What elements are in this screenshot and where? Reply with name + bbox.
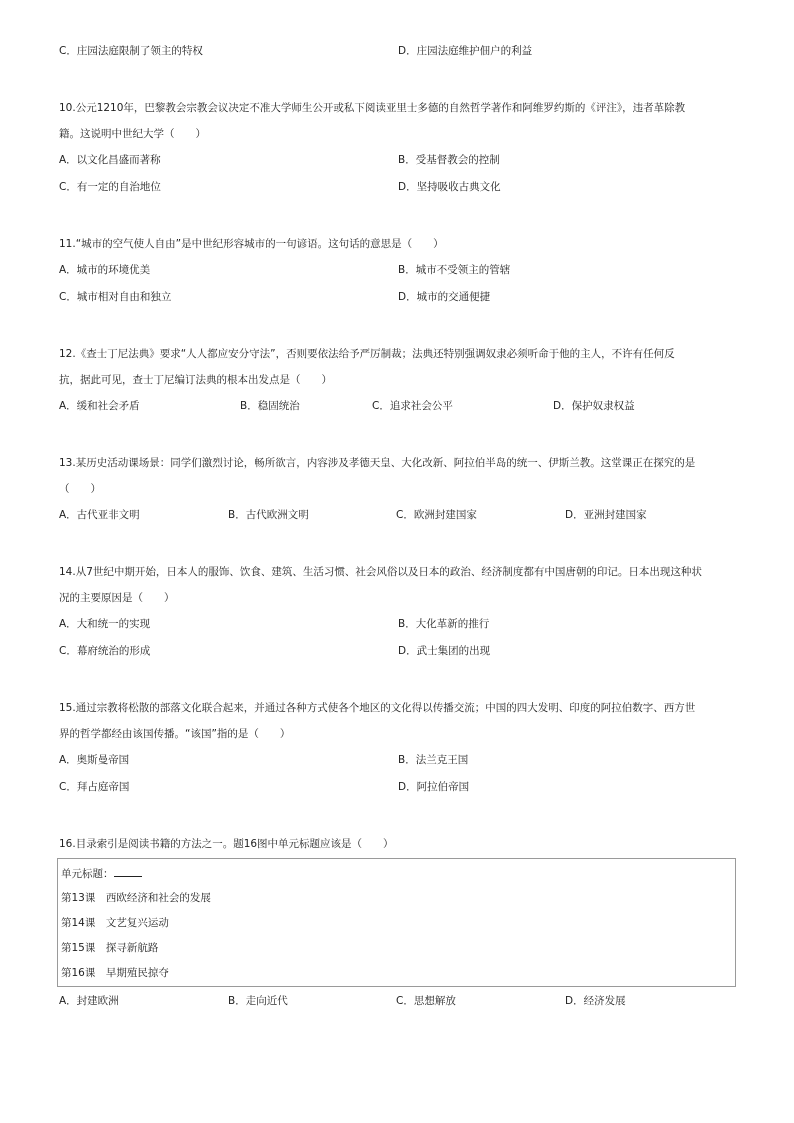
q13-option-a: A．古代亚非文明 [59, 509, 140, 521]
q15-option-d: D．阿拉伯帝国 [398, 781, 470, 793]
q11-option-a: A．城市的环境优美 [59, 264, 151, 276]
q10-option-c: C．有一定的自治地位 [59, 181, 161, 193]
q9-option-c: C．庄园法庭限制了领主的特权 [59, 45, 203, 57]
q15-option-c: C．拜占庭帝国 [59, 781, 130, 793]
q10-option-b: B．受基督教会的控制 [398, 154, 500, 166]
q10-option-d: D．坚持吸收古典文化 [398, 181, 501, 193]
q11-stem-line1: 11.“城市的空气使人自由”是中世纪形容城市的一句谚语。这句话的意思是（ ） [59, 238, 444, 250]
q16-option-a: A．封建欧洲 [59, 995, 119, 1007]
q16-option-d: D．经济发展 [565, 995, 626, 1007]
q10-option-a: A．以文化昌盛而著称 [59, 154, 161, 166]
q12-option-d: D．保护奴隶权益 [553, 400, 635, 412]
q12-option-a: A．缓和社会矛盾 [59, 400, 140, 412]
q14-stem-line1: 14.从7世纪中期开始，日本人的服饰、饮食、建筑、生活习惯、社会风俗以及日本的政治、经济制度都有中国唐朝的印记。日本出现这种状 [59, 566, 702, 578]
q15-stem-line2: 界的哲学都经由该国传播。“该国”指的是（ ） [59, 728, 291, 740]
q15-option-a: A．奥斯曼帝国 [59, 754, 130, 766]
lesson-13: 第13课 西欧经济和社会的发展 [61, 892, 211, 904]
q11-option-b: B．城市不受领主的管辖 [398, 264, 511, 276]
q13-option-d: D．亚洲封建国家 [565, 509, 647, 521]
q13-option-b: B．古代欧洲文明 [228, 509, 309, 521]
q12-stem-line2: 抗，据此可见，查士丁尼编订法典的根本出发点是（ ） [59, 374, 332, 386]
q11-option-c: C．城市相对自由和独立 [59, 291, 172, 303]
q13-stem-line2: （ ） [59, 483, 101, 495]
unit-title-blank [114, 866, 142, 877]
q14-option-b: B．大化革新的推行 [398, 618, 490, 630]
q13-option-c: C．欧洲封建国家 [396, 509, 477, 521]
q13-stem-line1: 13.某历史活动课场景：同学们激烈讨论，畅所欲言，内容涉及孝德天皇、大化改新、阿拉伯半岛的统一、伊斯兰教。这堂课正在探究的是 [59, 457, 696, 469]
q12-stem-line1: 12.《查士丁尼法典》要求“人人都应安分守法”，否则要依法给予严厉制裁；法典还特别强调奴隶必须听命于他的主人，不许有任何反 [59, 348, 675, 360]
lesson-15: 第15课 探寻新航路 [61, 942, 159, 954]
q16-option-c: C．思想解放 [396, 995, 456, 1007]
lesson-16: 第16课 早期殖民掠夺 [61, 967, 169, 979]
q14-option-d: D．武士集团的出现 [398, 645, 491, 657]
q10-stem-line2: 籍。这说明中世纪大学（ ） [59, 128, 206, 140]
lesson-14: 第14课 文艺复兴运动 [61, 917, 169, 929]
table-of-contents-box [57, 858, 736, 987]
q16-stem-line1: 16.目录索引是阅读书籍的方法之一。题16图中单元标题应该是（ ） [59, 838, 394, 850]
q10-stem-line1: 10.公元1210年，巴黎教会宗教会议决定不准大学师生公开或私下阅读亚里士多德的自然哲学著作和阿维罗约斯的《评注》，违者革除教 [59, 102, 686, 114]
q14-option-c: C．幕府统治的形成 [59, 645, 151, 657]
unit-title-row [61, 866, 142, 881]
q11-option-d: D．城市的交通便捷 [398, 291, 491, 303]
q15-stem-line1: 15.通过宗教将松散的部落文化联合起来，并通过各种方式使各个地区的文化得以传播交流；中国的四大发明、印度的阿拉伯数字、西方世 [59, 702, 696, 714]
q15-option-b: B．法兰克王国 [398, 754, 469, 766]
unit-title-label: 单元标题： [61, 868, 114, 880]
q14-option-a: A．大和统一的实现 [59, 618, 151, 630]
q12-option-c: C．追求社会公平 [372, 400, 453, 412]
q14-stem-line2: 况的主要原因是（ ） [59, 592, 175, 604]
q12-option-b: B．稳固统治 [240, 400, 300, 412]
q16-option-b: B．走向近代 [228, 995, 288, 1007]
q9-option-d: D．庄园法庭维护佃户的利益 [398, 45, 533, 57]
